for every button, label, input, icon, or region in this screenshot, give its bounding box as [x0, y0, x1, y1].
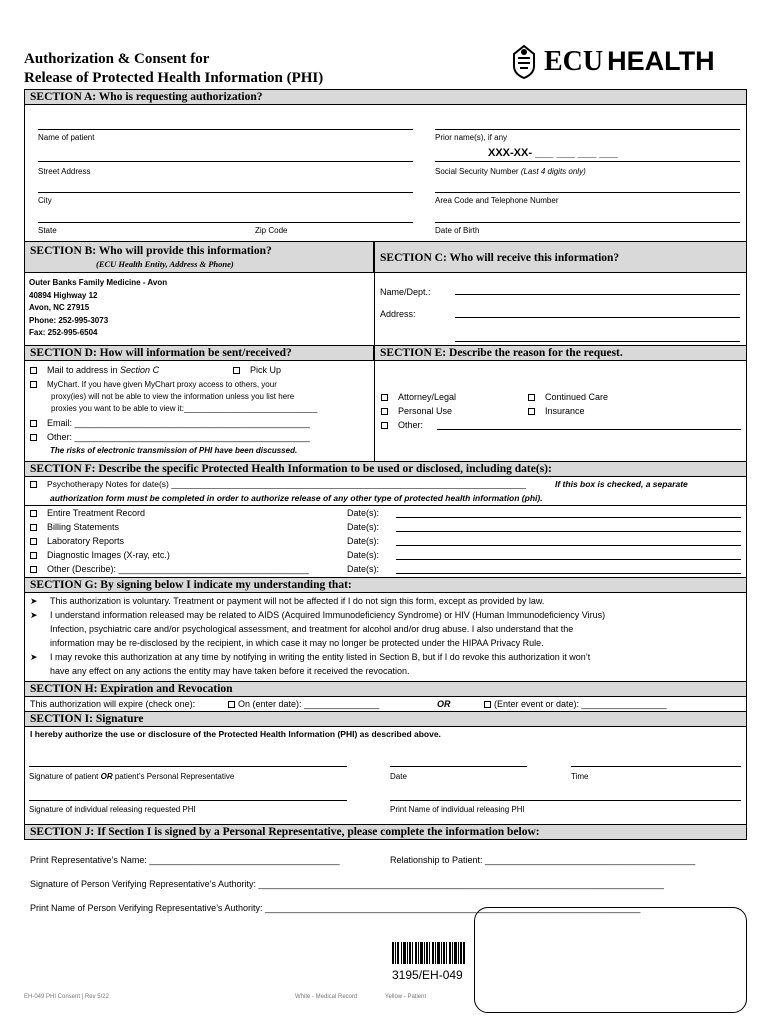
personal-use-checkbox[interactable]: [381, 408, 388, 415]
mychart-checkbox[interactable]: [30, 381, 37, 388]
office-use-box: [474, 907, 747, 1013]
attorney-checkbox[interactable]: [381, 394, 388, 401]
phi-items-list: [30, 506, 309, 576]
dates-label: Date(s):: [347, 564, 380, 574]
name-dept-label: Name/Dept.:: [380, 287, 431, 297]
ecu-health-logo: [510, 42, 745, 82]
expire-on-option[interactable]: On (enter date): _______________: [228, 697, 379, 711]
footer-yellow-copy: Yellow - Patient: [385, 994, 427, 1000]
patient-signature-label: Signature of patient OR patient’s Personal Representative: [29, 772, 235, 781]
phi-item-checkbox[interactable]: [30, 538, 37, 545]
prior-names-field[interactable]: [435, 118, 740, 130]
email-option[interactable]: Email: _______________________________________________: [30, 416, 310, 430]
patient-name-field[interactable]: [38, 118, 413, 130]
footer-rev: EH-049 PHI Consent | Rev 5/22: [24, 994, 109, 1000]
dates-field[interactable]: [396, 564, 741, 574]
signature-date-field[interactable]: [390, 755, 527, 767]
zip-label: Zip Code: [255, 226, 288, 235]
other-reason-checkbox[interactable]: [381, 422, 388, 429]
street-address-label: Street Address: [38, 167, 91, 176]
address-label: Address:: [380, 309, 416, 319]
state-label: State: [38, 226, 57, 235]
phi-item-checkbox[interactable]: [30, 552, 37, 559]
dob-label: Date of Birth: [435, 226, 480, 235]
authorization-statement: I hereby authorize the use or disclosure of the Protected Health Information (PHI) as described above.: [30, 729, 441, 739]
dates-label: Date(s):: [347, 508, 380, 518]
address-field-1[interactable]: [455, 308, 740, 318]
or-label: OR: [437, 699, 451, 709]
state-zip-field[interactable]: [38, 211, 413, 223]
dob-field[interactable]: [435, 211, 740, 223]
expire-event-option[interactable]: (Enter event or date): _________________: [484, 697, 667, 711]
date-label: Date: [390, 772, 407, 781]
dates-field[interactable]: [396, 508, 741, 518]
releaser-print-name-field[interactable]: [390, 789, 741, 801]
section-c-heading: SECTION C: Who will receive this information?: [374, 241, 747, 273]
verifier-print-name-field[interactable]: Print Name of Person Verifying Representative’s Authority: ___________________________________________________________________________: [30, 903, 641, 913]
continued-care-checkbox[interactable]: [528, 394, 535, 401]
releaser-signature-field[interactable]: [29, 789, 347, 801]
personal-use-option[interactable]: Personal Use: [381, 404, 452, 418]
form-title-line2: Release of Protected Health Information (PHI): [24, 70, 324, 86]
other-send-checkbox[interactable]: [30, 434, 37, 441]
mychart-text: proxy(ies) will not be able to view the information unless you list here proxies you want to be able to view it:______________________________: [51, 392, 318, 413]
section-j-heading: SECTION J: If Section I is signed by a Personal Representative, please complete the information below:: [24, 824, 747, 840]
phi-item[interactable]: Other (Describe): ______________________________________: [30, 562, 309, 576]
street-address-field[interactable]: [38, 150, 413, 162]
section-f-heading: SECTION F: Describe the specific Protected Health Information to be used or disclosed, including date(s):: [24, 461, 747, 477]
email-checkbox[interactable]: [30, 420, 37, 427]
ssn-value: XXX-XX- ___ ___ ___ ___: [488, 147, 618, 159]
psychotherapy-checkbox[interactable]: [30, 481, 37, 488]
logo-health-text: HEALTH: [607, 46, 715, 76]
other-reason-field[interactable]: [437, 418, 741, 430]
expire-on-checkbox[interactable]: [228, 701, 235, 708]
dates-label: Date(s):: [347, 522, 380, 532]
expire-text: This authorization will expire (check one):: [30, 699, 196, 709]
city-label: City: [38, 196, 52, 205]
phi-item[interactable]: Entire Treatment Record: [30, 506, 309, 520]
relationship-field[interactable]: Relationship to Patient: __________________________________________: [390, 855, 696, 865]
understanding-bullets: ➤ This authorization is voluntary. Treatment or payment will not be affected if I do not sign this form, except as provided by law. ➤ I understand information released may be related to AIDS (Acquired Immunodeficiency Syndrome) or HIV (Human Immunodeficiency Virus) Infection, psychiatric care and/or psychological assessment, and treatment for alcohol and/or drug abuse. I also understand that the information may be re-disclosed by the recipient, in which case it may no longer be protected under the HIPAA Privacy Rule. ➤ I may revoke this authorization at any time by notifying in writing the entity listed in Section B, but if I do revoke this authorization it won’t have any effect on any actions the entity may have taken before it received the revocation.: [30, 596, 606, 676]
barcode-icon: [392, 942, 466, 964]
pickup-option[interactable]: Pick Up: [233, 363, 281, 377]
attorney-option[interactable]: Attorney/Legal: [381, 390, 456, 404]
phone-label: Area Code and Telephone Number: [435, 196, 559, 205]
section-b-heading: SECTION B: Who will provide this information? (ECU Health Entity, Address & Phone): [24, 241, 374, 273]
form-title-line1: Authorization & Consent for: [24, 51, 210, 67]
dates-field[interactable]: [396, 522, 741, 532]
insurance-checkbox[interactable]: [528, 408, 535, 415]
section-d-heading: SECTION D: How will information be sent/received?: [24, 345, 374, 361]
section-i-heading: SECTION I: Signature: [24, 711, 747, 727]
phi-item[interactable]: Diagnostic Images (X-ray, etc.): [30, 548, 309, 562]
dates-field[interactable]: [396, 550, 741, 560]
ssn-label: Social Security Number (Last 4 digits only): [435, 167, 586, 176]
psychotherapy-option[interactable]: Psychotherapy Notes for date(s) ___________________________________________________________________________: [30, 477, 526, 491]
phi-item[interactable]: Billing Statements: [30, 520, 309, 534]
section-e-heading: SECTION E: Describe the reason for the request.: [374, 345, 747, 361]
dates-label: Date(s):: [347, 536, 380, 546]
crest-icon: [510, 44, 538, 80]
time-label: Time: [571, 772, 589, 781]
section-g-heading: SECTION G: By signing below I indicate my understanding that:: [24, 577, 747, 593]
pickup-checkbox[interactable]: [233, 367, 240, 374]
other-send-option[interactable]: Other: _______________________________________________: [30, 430, 310, 444]
psychotherapy-note-2: authorization form must be completed in order to authorize release of any other type of protected health information (phi).: [50, 493, 543, 503]
releaser-print-name-label: Print Name of individual releasing PHI: [390, 805, 525, 814]
other-reason-option[interactable]: Other:: [381, 418, 423, 432]
phi-item-checkbox[interactable]: [30, 510, 37, 517]
patient-signature-field[interactable]: [29, 755, 347, 767]
section-h-heading: SECTION H: Expiration and Revocation: [24, 681, 747, 697]
signature-time-field[interactable]: [571, 755, 741, 767]
phone-field[interactable]: [435, 181, 740, 193]
city-field[interactable]: [38, 181, 413, 193]
form-number: 3195/EH-049: [392, 968, 463, 982]
psychotherapy-note: If this box is checked, a separate: [555, 479, 688, 489]
logo-ecu-text: ECU: [544, 46, 604, 77]
risk-notice: The risks of electronic transmission of PHI have been discussed.: [50, 446, 298, 455]
mychart-option[interactable]: MyChart. If you have given MyChart proxy access to others, your: [30, 377, 277, 392]
dates-field[interactable]: [396, 536, 741, 546]
address-field-2[interactable]: [455, 332, 740, 342]
section-a-heading: SECTION A: Who is requesting authorization?: [24, 89, 747, 105]
expire-event-checkbox[interactable]: [484, 701, 491, 708]
releaser-signature-label: Signature of individual releasing requested PHI: [29, 805, 196, 814]
phi-item-checkbox[interactable]: [30, 566, 37, 573]
phi-dates-list: [347, 506, 379, 576]
insurance-option[interactable]: Insurance: [528, 404, 585, 418]
phi-item[interactable]: Laboratory Reports: [30, 534, 309, 548]
mail-option[interactable]: Mail to address in Section C: [30, 363, 159, 377]
verifier-signature-field[interactable]: Signature of Person Verifying Representative’s Authority: _________________________________________________________________________________: [30, 879, 664, 889]
continued-care-option[interactable]: Continued Care: [528, 390, 608, 404]
rep-name-field[interactable]: Print Representative’s Name: ______________________________________: [30, 855, 340, 865]
dates-label: Date(s):: [347, 550, 380, 560]
mail-checkbox[interactable]: [30, 367, 37, 374]
name-dept-field[interactable]: [455, 285, 740, 295]
prior-names-label: Prior name(s), if any: [435, 133, 508, 142]
footer-white-copy: White - Medical Record: [295, 994, 358, 1000]
phi-item-checkbox[interactable]: [30, 524, 37, 531]
patient-name-label: Name of patient: [38, 133, 95, 142]
provider-address-block: Outer Banks Family Medicine - Avon 40894 Highway 12 Avon, NC 27915 Phone: 252-995-3073 Fax: 252-995-6504: [29, 278, 168, 337]
